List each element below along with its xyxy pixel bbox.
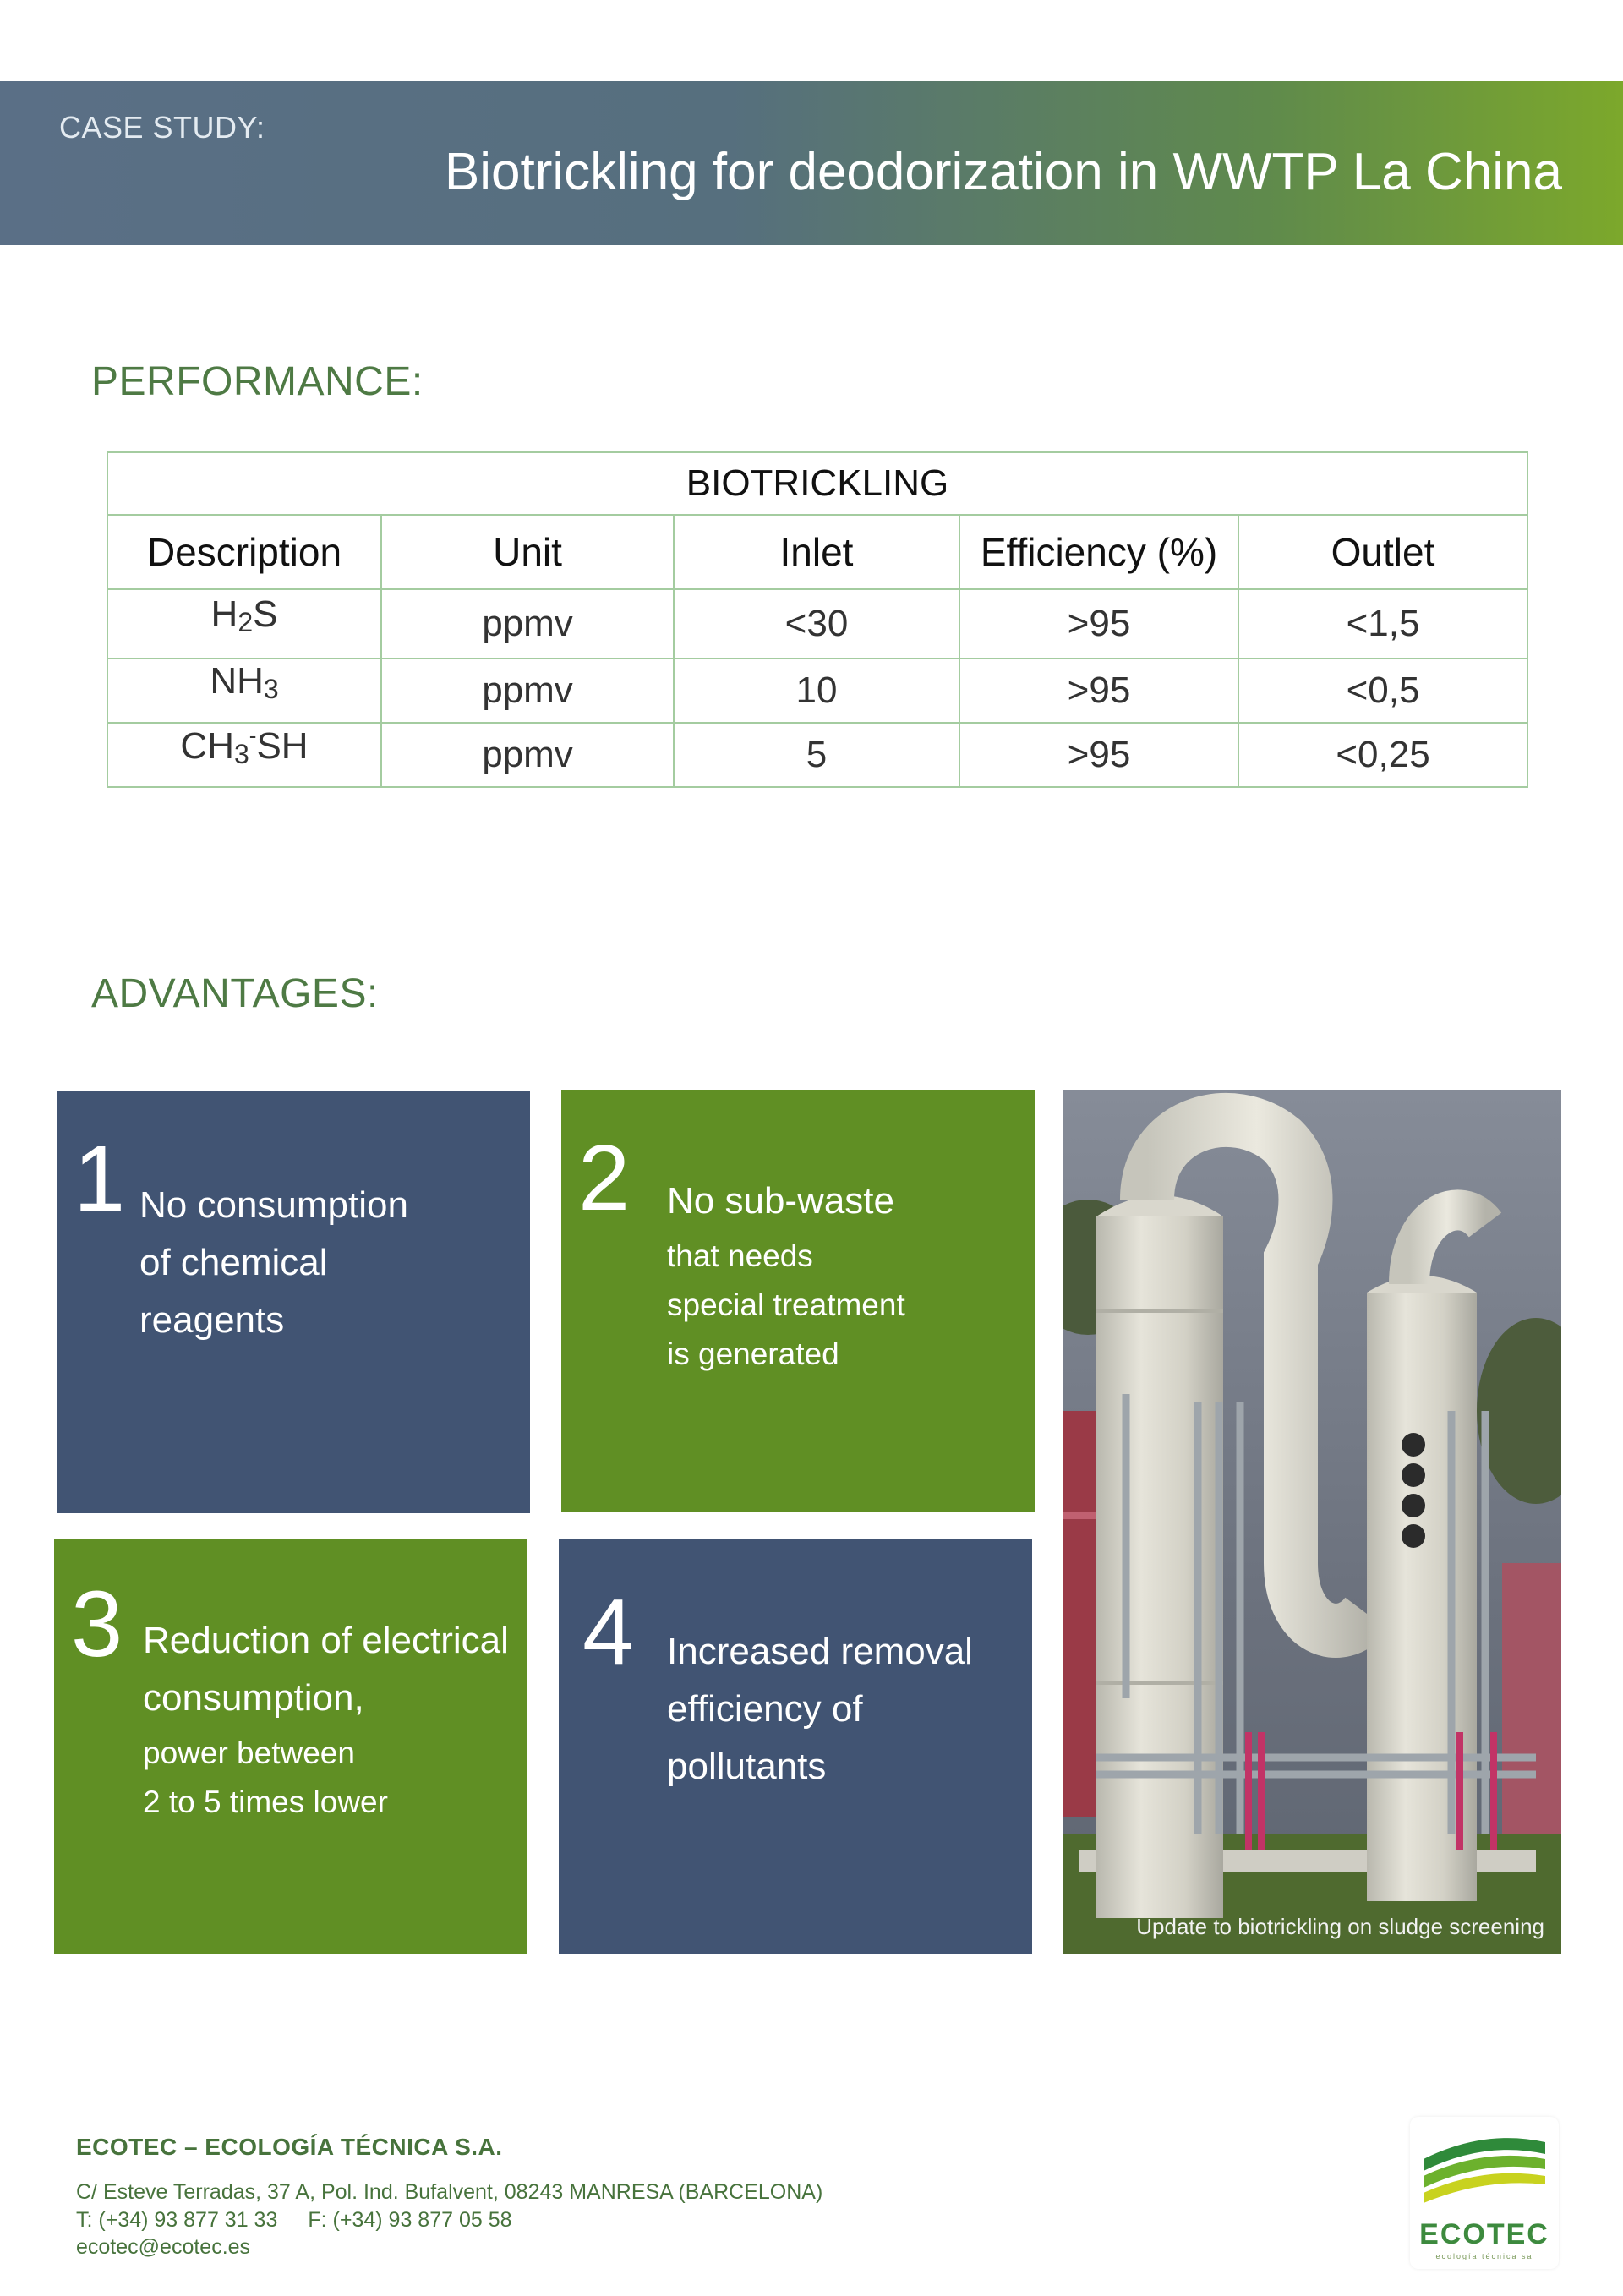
advantage-text: No consumption — [139, 1184, 408, 1226]
column-header-inlet: Inlet — [674, 515, 959, 589]
phone-number: T: (+34) 93 877 31 33 — [76, 2207, 278, 2232]
case-study-label: CASE STUDY: — [59, 110, 265, 145]
address-line: C/ Esteve Terradas, 37 A, Pol. Ind. Bufalvent, 08243 MANRESA (BARCELONA) — [76, 2180, 823, 2204]
logo-wordmark: ECOTEC — [1419, 2218, 1549, 2250]
advantage-text: Reduction of electrical — [143, 1620, 509, 1661]
unit-cell: ppmv — [381, 589, 674, 659]
inlet-cell: 10 — [674, 659, 959, 723]
advantage-text: pollutants — [667, 1746, 827, 1787]
unit-cell: ppmv — [381, 723, 674, 787]
table-row — [107, 659, 1527, 723]
advantage-number: 3 — [71, 1572, 123, 1676]
header-banner — [0, 81, 1623, 245]
table-caption: BIOTRICKLING — [107, 452, 1527, 515]
column-header-efficiency: Efficiency (%) — [959, 515, 1238, 589]
outlet-cell: <0,5 — [1238, 659, 1527, 723]
advantages-heading: ADVANTAGES: — [91, 971, 379, 1016]
biotrickling-photo — [1063, 1090, 1561, 1954]
table-row — [107, 723, 1527, 787]
advantage-text: consumption, — [143, 1677, 364, 1719]
contact-block — [76, 2178, 822, 2261]
biotrickling-towers-illustration — [1063, 1090, 1561, 1954]
inlet-cell: <30 — [674, 589, 959, 659]
advantage-text: special treatment — [667, 1287, 905, 1322]
advantage-number: 4 — [582, 1580, 635, 1684]
advantage-text: efficiency of — [667, 1688, 863, 1730]
fax-number: F: (+34) 93 877 05 58 — [308, 2207, 512, 2232]
column-header-unit: Unit — [381, 515, 674, 589]
outlet-cell: <1,5 — [1238, 589, 1527, 659]
advantage-text: reagents — [139, 1299, 285, 1341]
advantage-tile-3 — [54, 1539, 527, 1954]
performance-heading: PERFORMANCE: — [91, 359, 424, 404]
logo-swoosh-icon — [1410, 2117, 1559, 2218]
ecotec-logo — [1410, 2117, 1559, 2269]
advantage-text: that needs — [667, 1238, 813, 1273]
advantage-tile-4 — [559, 1539, 1032, 1954]
efficiency-cell: >95 — [959, 723, 1238, 787]
advantage-text: of chemical — [139, 1242, 328, 1283]
advantage-number: 2 — [578, 1126, 631, 1230]
advantage-text: is generated — [667, 1337, 839, 1371]
table-row — [107, 589, 1527, 659]
advantage-text: power between — [143, 1736, 355, 1770]
photo-caption: Update to biotrickling on sludge screening — [1136, 1914, 1544, 1939]
column-header-outlet: Outlet — [1238, 515, 1527, 589]
outlet-cell: <0,25 — [1238, 723, 1527, 787]
pollutant-cell: H2S — [107, 589, 381, 659]
page-title: Biotrickling for deodorization in WWTP La China — [444, 143, 1562, 201]
advantage-text: 2 to 5 times lower — [143, 1785, 388, 1819]
advantage-text: No sub-waste — [667, 1180, 895, 1222]
efficiency-cell: >95 — [959, 659, 1238, 723]
pollutant-cell: CH3-SH — [107, 723, 381, 787]
company-name: ECOTEC – ECOLOGÍA TÉCNICA S.A. — [76, 2134, 503, 2160]
column-header-description: Description — [107, 515, 381, 589]
unit-cell: ppmv — [381, 659, 674, 723]
advantage-number: 1 — [74, 1127, 126, 1231]
efficiency-cell: >95 — [959, 589, 1238, 659]
advantage-tile-2 — [561, 1090, 1035, 1512]
performance-table — [107, 451, 1528, 788]
inlet-cell: 5 — [674, 723, 959, 787]
advantage-text: Increased removal — [667, 1631, 973, 1672]
advantage-tile-1 — [57, 1091, 530, 1513]
logo-tagline: ecología técnica sa — [1435, 2252, 1533, 2260]
email-link[interactable]: ecotec@ecotec.es — [76, 2235, 251, 2259]
pollutant-cell: NH3 — [107, 659, 381, 723]
